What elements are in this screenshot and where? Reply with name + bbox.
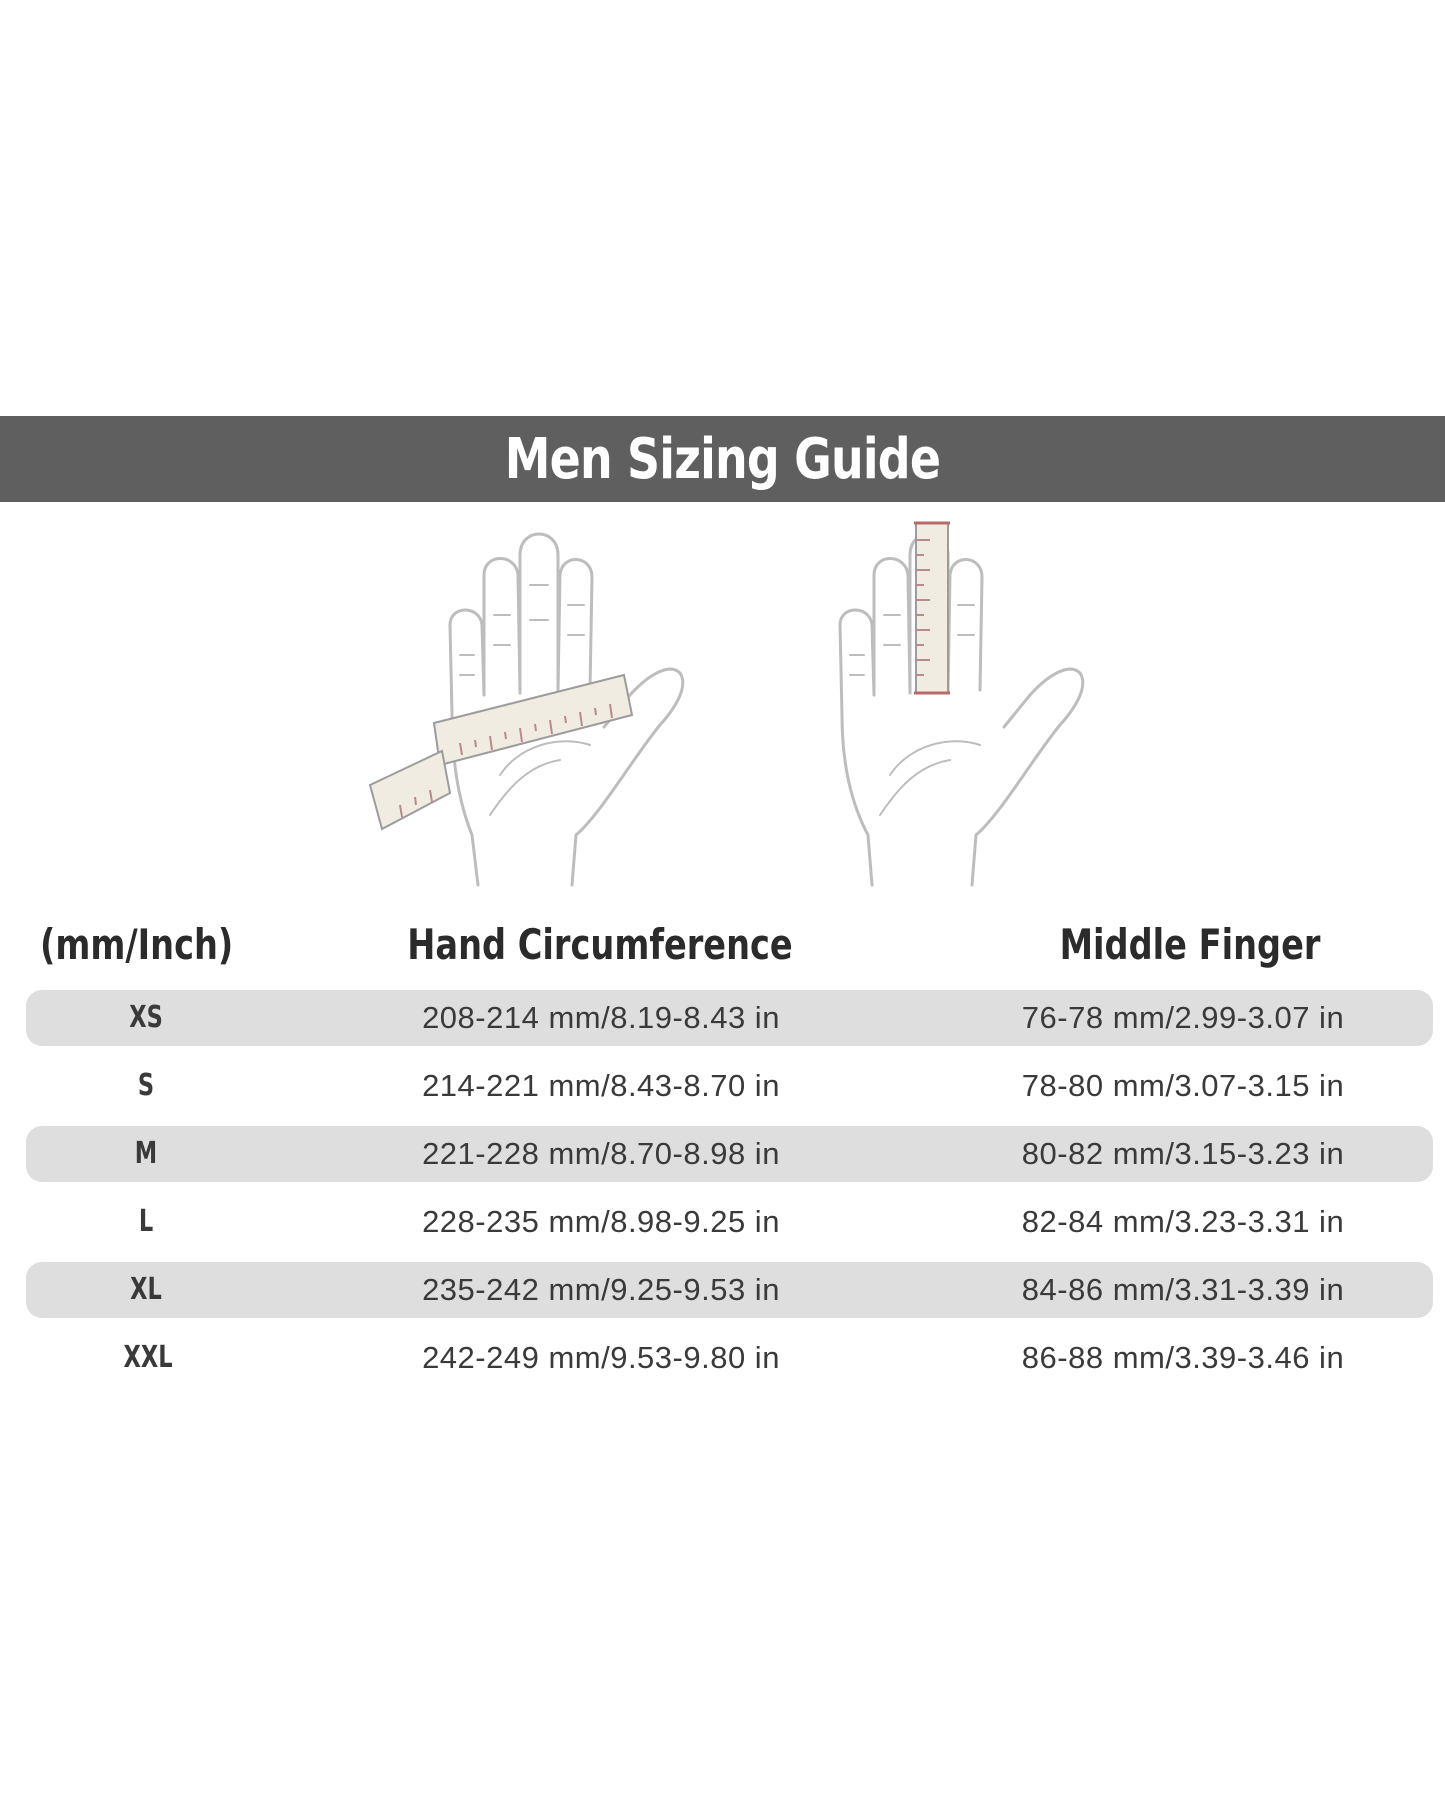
hand-circumference-value: 235-242 mm/9.25-9.53 in (422, 1272, 780, 1307)
table-row (26, 1126, 1433, 1182)
hand-illustrations (360, 515, 1100, 895)
hand-circumference-value: 214-221 mm/8.43-8.70 in (422, 1068, 780, 1103)
middle-finger-value: 86-88 mm/3.39-3.46 in (1021, 1340, 1345, 1375)
table-row (26, 1194, 1433, 1250)
hand-circumference-value: 242-249 mm/9.53-9.80 in (422, 1340, 780, 1375)
table-row (26, 990, 1433, 1046)
ruler-icon (914, 523, 950, 693)
middle-finger-value: 78-80 mm/3.07-3.15 in (1021, 1068, 1345, 1103)
hand-circumference-value: 228-235 mm/8.98-9.25 in (422, 1204, 780, 1239)
middle-finger-header: Middle Finger (1059, 920, 1321, 969)
size-label: XXL (123, 1340, 173, 1375)
table-row (26, 1262, 1433, 1318)
middle-finger-value: 80-82 mm/3.15-3.23 in (1021, 1136, 1345, 1171)
table-row (26, 1058, 1433, 1114)
hand-circumference-value: 208-214 mm/8.19-8.43 in (422, 1000, 780, 1035)
size-label: S (137, 1068, 155, 1103)
size-label: M (134, 1136, 158, 1171)
size-table (26, 990, 1433, 1398)
title-banner (0, 416, 1445, 502)
unit-header: (mm/Inch) (40, 920, 234, 969)
size-label: XL (130, 1272, 162, 1307)
measuring-tape-icon (370, 675, 632, 829)
page-title: Men Sizing Guide (504, 426, 941, 492)
size-label: L (138, 1204, 154, 1239)
table-row (26, 1330, 1433, 1386)
middle-finger-value: 82-84 mm/3.23-3.31 in (1021, 1204, 1345, 1239)
hand-circumference-value: 221-228 mm/8.70-8.98 in (422, 1136, 780, 1171)
middle-finger-value: 76-78 mm/2.99-3.07 in (1021, 1000, 1345, 1035)
middle-finger-icon (840, 534, 1083, 885)
hand-circumference-header: Hand Circumference (407, 920, 793, 969)
size-label: XS (129, 1000, 163, 1035)
middle-finger-value: 84-86 mm/3.31-3.39 in (1021, 1272, 1345, 1307)
